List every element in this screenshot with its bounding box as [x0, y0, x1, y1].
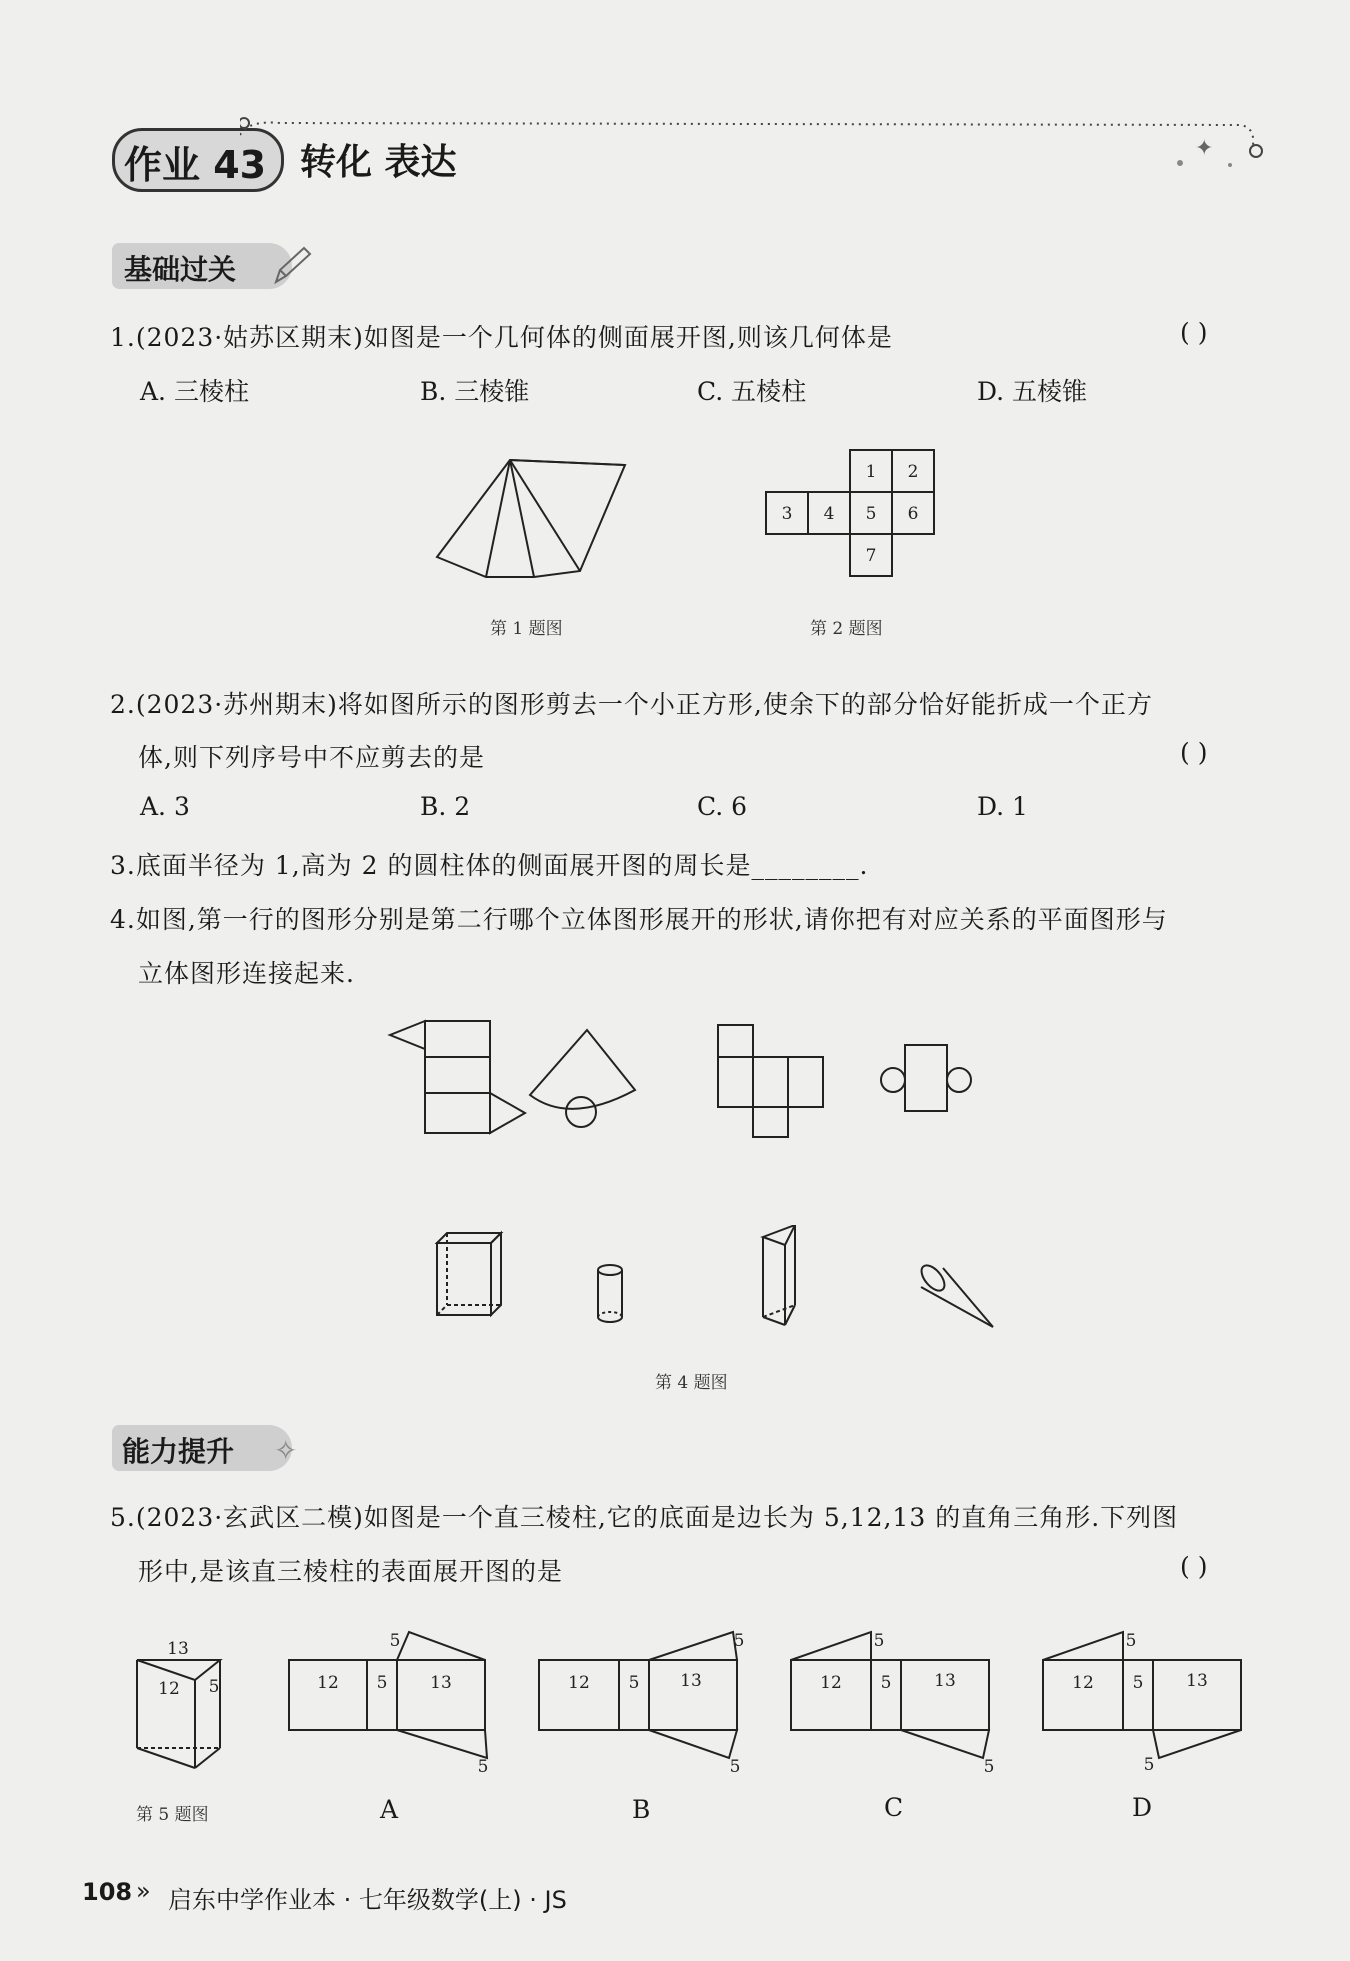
- q4-net-cylinder: [881, 1045, 971, 1111]
- q5-prism-label-12: 12: [158, 1679, 180, 1699]
- page-number: 108: [82, 1878, 133, 1906]
- q1-option-c: C. 五棱柱: [697, 377, 807, 406]
- q4-solid-cylinder: [598, 1265, 622, 1322]
- q4-net-triangular-prism: [390, 1021, 525, 1133]
- q4-stem-line2: 立体图形连接起来.: [138, 959, 355, 988]
- q4-net-cuboid: [718, 1025, 823, 1137]
- header-dotted-decoration: [240, 115, 1270, 185]
- q5-a-label-13: 13: [430, 1673, 452, 1693]
- q5-figures-row: [125, 1620, 1255, 1800]
- assignment-number: 作业 43: [124, 143, 267, 187]
- q5-c-label-12: 12: [820, 1673, 842, 1693]
- q2-cell-3: 3: [781, 504, 793, 524]
- q2-stem-line2: 体,则下列序号中不应剪去的是: [138, 743, 485, 772]
- q5-net-d: [1043, 1632, 1241, 1758]
- q5-a-label-5-top: 5: [389, 1631, 401, 1651]
- q5-c-label-13: 13: [934, 1671, 956, 1691]
- q5-d-label-5-top: 5: [1125, 1631, 1137, 1651]
- footer-arrows-icon: »: [136, 1877, 151, 1905]
- q1-figure-net: [430, 455, 630, 585]
- q5-d-label-12: 12: [1072, 1673, 1094, 1693]
- svg-text:✦: ✦: [1195, 136, 1214, 161]
- q5-figure-caption: 第 5 题图: [136, 1805, 209, 1825]
- section-title-basic: 基础过关: [124, 253, 237, 286]
- q5-b-label-5-bottom: 5: [729, 1757, 741, 1777]
- q2-cell-1: 1: [865, 462, 877, 482]
- q2-answer-paren: ( ): [1180, 738, 1208, 767]
- q5-net-b: [539, 1632, 737, 1758]
- q5-a-label-12: 12: [317, 1673, 339, 1693]
- q1-option-a: A. 三棱柱: [140, 377, 249, 406]
- q5-option-letter-d: D: [1132, 1793, 1153, 1822]
- q5-a-label-5-bottom: 5: [477, 1757, 489, 1777]
- q5-stem-line1: 5.(2023·玄武区二模)如图是一个直三棱柱,它的底面是边长为 5,12,13 的直角三角形.下列图: [110, 1503, 1179, 1532]
- q2-option-c: C. 6: [697, 792, 748, 821]
- page-title: 转化 表达: [300, 142, 457, 183]
- q5-option-letter-a: A: [380, 1795, 399, 1824]
- q4-figure-caption: 第 4 题图: [655, 1373, 728, 1393]
- q1-option-b: B. 三棱锥: [420, 377, 530, 406]
- q5-b-label-12: 12: [568, 1673, 590, 1693]
- q4-solid-cone: [917, 1261, 993, 1327]
- q4-solid-cuboid: [437, 1233, 501, 1315]
- q5-net-c: [791, 1632, 989, 1758]
- q4-stem-line1: 4.如图,第一行的图形分别是第二行哪个立体图形展开的形状,请你把有对应关系的平面图形与: [110, 905, 1168, 934]
- q2-figure-caption: 第 2 题图: [810, 619, 883, 639]
- pencil-icon: [270, 244, 314, 288]
- q2-cell-4: 4: [823, 504, 835, 524]
- q5-c-label-5-top: 5: [873, 1631, 885, 1651]
- q2-stem-line1: 2.(2023·苏州期末)将如图所示的图形剪去一个小正方形,使余下的部分恰好能折成一个正方: [110, 690, 1153, 719]
- q2-option-b: B. 2: [420, 792, 471, 821]
- q1-option-d: D. 五棱锥: [977, 377, 1088, 406]
- q5-d-label-5: 5: [1132, 1673, 1144, 1693]
- q2-cell-2: 2: [907, 462, 919, 482]
- q4-nets-row: [385, 1015, 1035, 1145]
- q5-net-a: [289, 1632, 487, 1758]
- q4-net-cone: [530, 1030, 635, 1127]
- star-sparkle-icon: [270, 1428, 314, 1472]
- q1-figure-caption: 第 1 题图: [490, 619, 563, 639]
- q1-answer-paren: ( ): [1180, 318, 1208, 347]
- q1-stem: 1.(2023·姑苏区期末)如图是一个几何体的侧面展开图,则该几何体是: [110, 323, 893, 352]
- q2-option-d: D. 1: [977, 792, 1028, 821]
- q5-option-letter-b: B: [632, 1795, 651, 1824]
- q5-prism: [137, 1660, 220, 1768]
- q5-prism-label-5: 5: [208, 1677, 220, 1697]
- q5-b-label-5: 5: [628, 1673, 640, 1693]
- svg-text:✧: ✧: [274, 1434, 298, 1467]
- q3-stem: 3.底面半径为 1,高为 2 的圆柱体的侧面展开图的周长是________.: [110, 851, 869, 880]
- q5-prism-label-13: 13: [167, 1639, 189, 1659]
- section-title-advanced: 能力提升: [122, 1435, 235, 1468]
- q5-d-label-13: 13: [1186, 1671, 1208, 1691]
- q4-solids-row: [425, 1225, 1025, 1335]
- footer-book-title: 启东中学作业本 · 七年级数学(上) · JS: [168, 1886, 567, 1914]
- q4-solid-triangular-prism: [763, 1225, 795, 1325]
- q2-figure-net: [764, 448, 944, 578]
- q5-stem-line2: 形中,是该直三棱柱的表面展开图的是: [138, 1557, 563, 1586]
- q5-b-label-13: 13: [680, 1671, 702, 1691]
- q5-a-label-5: 5: [376, 1673, 388, 1693]
- q5-c-label-5: 5: [880, 1673, 892, 1693]
- q2-cell-5: 5: [865, 504, 877, 524]
- q5-d-label-5-bottom: 5: [1143, 1755, 1155, 1775]
- q2-option-a: A. 3: [140, 792, 190, 821]
- q2-cell-7: 7: [865, 546, 877, 566]
- q5-option-letter-c: C: [884, 1793, 904, 1822]
- q5-b-label-5-top: 5: [733, 1631, 745, 1651]
- q5-answer-paren: ( ): [1180, 1552, 1208, 1581]
- q2-cell-6: 6: [907, 504, 919, 524]
- q5-c-label-5-bottom: 5: [983, 1757, 995, 1777]
